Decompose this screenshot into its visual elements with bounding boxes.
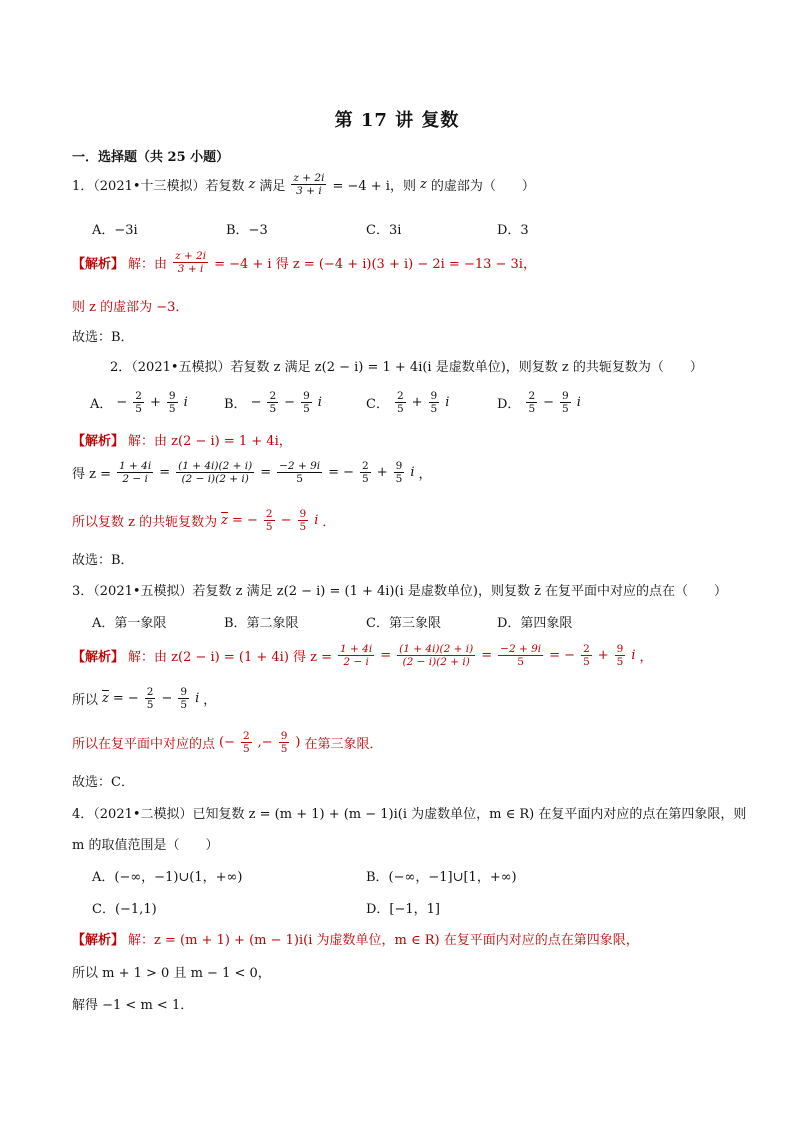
- q2-sol-f3-den: 5: [296, 473, 303, 486]
- q1-answer: 故选：B．: [72, 330, 134, 345]
- q2-d-letter: D．: [497, 397, 521, 413]
- q3-sol-f1-den: 2 − i: [343, 656, 369, 669]
- question-4-line2: m 的取值范围是（ ）: [72, 838, 219, 853]
- q3-solution-line2: 所以 $\overline{z}$ = − $\frac{2}{5}$ − $\frac{9}{5}$ i ，: [72, 686, 217, 712]
- q2-solution-line3: 所以复数 z 的共轭复数为 $\overline{z}$ = − $\frac{2}{5}$ − $\frac{9}{5}$ i ．: [72, 508, 336, 534]
- q2-option-a: A． − $\frac{2}{5}$ + $\frac{9}{5}$ i: [90, 390, 188, 416]
- page-title: 第 17 讲 复数: [334, 110, 460, 131]
- q1-prefix: 1．（2021•十三模拟）若复数: [72, 179, 245, 195]
- q1-var2: z: [419, 177, 427, 193]
- q2-a-f2-den: 5: [168, 403, 176, 416]
- q3-sol-l2-fb-num: 9: [180, 686, 188, 698]
- q2-sol-f2-num: (1 + 4i)(2 + i): [178, 460, 253, 472]
- q4-option-d: D．[−1，1]: [366, 902, 441, 917]
- q3-sol-l3-fa-num: 2: [242, 730, 250, 742]
- q3-sol-l2-fb-den: 5: [180, 699, 188, 712]
- q2-a-sign: −: [116, 395, 128, 411]
- q2-a-op: +: [149, 395, 161, 411]
- q1-solution-tag: 【解析】: [72, 257, 125, 273]
- q2-b-op: −: [284, 395, 296, 411]
- q1-sol-frac-den: 3 + i: [177, 263, 204, 276]
- question-1: [72, 172, 535, 197]
- q2-sol-l3a: 所以复数 z 的共轭复数为: [72, 515, 218, 531]
- q3-sol-f4-num: 2: [583, 643, 590, 655]
- q3-sol-l2-fa-den: 5: [146, 699, 154, 712]
- q3-option-c: C．第三象限: [366, 616, 441, 631]
- q3-sol-f2-num: (1 + 4i)(2 + i): [399, 643, 474, 655]
- q3-solution-line3: 所以在复平面中对应的点 (− $\frac{2}{5}$ ,− $\frac{9}{5}$ ) 在第三象限．: [72, 730, 383, 756]
- q1-sol-frac-num: z + 2i: [175, 250, 207, 262]
- q1-tail: 的虚部为（ ）: [430, 179, 535, 195]
- q1-frac-num: z + 2i: [293, 172, 325, 184]
- q2-sol-f3-num: −2 + 9i: [279, 460, 321, 472]
- q2-a-f1-num: 2: [135, 390, 142, 402]
- q2-a-f1-den: 5: [135, 403, 142, 416]
- q1-option-a: A．−3i: [92, 223, 138, 238]
- q2-c-f1-num: 2: [396, 390, 404, 402]
- q2-c-f2-num: 9: [430, 390, 438, 402]
- q3-sol-f1-num: 1 + 4i: [340, 643, 373, 655]
- q2-sol-l2a: 得 z =: [72, 467, 112, 483]
- q1-fraction: [291, 172, 326, 197]
- q4-solution-tag: 【解析】: [72, 933, 125, 948]
- q2-solution-line2: 得 z = $\frac{1 + 4i}{2 - i}$ = $\frac{(1 + 4i)(2 + i)}{(2 - i)(2 + i)}$ = $\frac{-2 + 9i}{5}$ = − $\frac{2}{5}$ + $\frac{9}{5}$ i ，: [72, 460, 432, 486]
- q1-option-d: D．3: [497, 223, 529, 238]
- q2-a-letter: A．: [90, 397, 113, 413]
- q3-option-a: A．第一象限: [92, 616, 167, 631]
- q3-sol-f2-den: (2 − i)(2 + i): [402, 656, 470, 669]
- q2-b-letter: B．: [224, 397, 247, 413]
- q2-sol-f5-den: 5: [395, 473, 403, 486]
- question-3: 3．（2021•五模拟）若复数 z 满足 z(2 − i) = (1 + 4i)(i 是虚数单位)，则复数 z̄ 在复平面中对应的点在（ ）: [72, 584, 728, 599]
- question-4-line1: 4．（2021•二模拟）已知复数 z = (m + 1) + (m − 1)i(i 为虚数单位，m ∈ R) 在复平面内对应的点在第四象限，则: [72, 807, 747, 822]
- q2-sol-l3-fa-num: 2: [265, 508, 273, 520]
- q3-sol-l3a: 所以在复平面中对应的点: [72, 737, 216, 753]
- q3-sol-l3-fa-den: 5: [242, 743, 250, 756]
- q2-d-f1-den: 5: [528, 403, 536, 416]
- q2-sol-f2-den: (2 − i)(2 + i): [181, 473, 249, 486]
- q2-solution-line1: [72, 430, 292, 449]
- q3-solution-line1: 【解析】 解：由 z(2 − i) = (1 + 4i) 得 z = $\frac{1 + 4i}{2 - i}$ = $\frac{(1 + 4i)(2 + i)}{(2 - i)(2 + i)}$ = $\frac{-2 + 9i}{5}$ = − $\frac{2}{5}$ + $\frac{9}{5}$ i ，: [72, 643, 653, 669]
- q2-d-f1-num: 2: [528, 390, 536, 402]
- q2-solution-tag: 【解析】: [72, 434, 125, 449]
- q3-option-b: B．第二象限: [224, 616, 299, 631]
- q1-option-b: B．−3: [226, 223, 268, 238]
- section-header: 一．选择题（共 25 小题）: [72, 150, 230, 165]
- q1-sol-fraction: [173, 250, 208, 275]
- q2-answer: 故选：B．: [72, 553, 134, 568]
- q2-sol-f1-num: 1 + 4i: [119, 460, 152, 472]
- q2-b-f1-den: 5: [269, 403, 277, 416]
- q1-rest: = −4 + i，则: [332, 179, 416, 195]
- q3-sol-l2-fa-num: 2: [146, 686, 154, 698]
- q2-sol-l3-fb-num: 9: [299, 508, 307, 520]
- q4-sol-l1: 解：z = (m + 1) + (m − 1)i(i 为虚数单位，m ∈ R) 在复平面内对应的点在第四象限，: [128, 933, 639, 948]
- q3-answer: 故选：C．: [72, 775, 134, 790]
- q2-sol-l3-fa-den: 5: [265, 521, 273, 534]
- q2-c-letter: C．: [366, 397, 389, 413]
- q2-b-f2-den: 5: [303, 403, 310, 416]
- q2-sol-l1: 解：由 z(2 − i) = 1 + 4i，: [128, 434, 292, 449]
- q4-option-a: A．(−∞，−1)∪(1，+∞): [92, 870, 243, 885]
- q2-sol-f1-den: 2 − i: [122, 473, 148, 486]
- q2-sol-f4-num: 2: [362, 460, 369, 472]
- q1-var: z: [248, 177, 256, 193]
- q3-solution-tag: 【解析】: [72, 650, 125, 666]
- q2-d-f2-den: 5: [562, 403, 569, 416]
- q3-sol-l3-fb-num: 9: [280, 730, 288, 742]
- q1-solution-line1: [72, 250, 536, 275]
- q2-d-f2-num: 9: [562, 390, 569, 402]
- q1-sol-l1a: 解：由: [128, 257, 168, 273]
- q2-b-sign: −: [250, 395, 262, 411]
- q2-c-op: +: [411, 395, 423, 411]
- q2-b-f2-num: 9: [303, 390, 310, 402]
- q3-sol-f4-den: 5: [583, 656, 590, 669]
- q1-sol-line2: 则 z 的虚部为 −3．: [72, 300, 189, 315]
- q3-sol-l1a: 解：由 z(2 − i) = (1 + 4i) 得 z =: [128, 650, 333, 666]
- q4-solution-line1: [72, 929, 639, 948]
- q3-sol-l2a: 所以: [72, 693, 99, 709]
- q3-sol-f5-num: 9: [616, 643, 624, 655]
- q2-c-f2-den: 5: [430, 403, 438, 416]
- q3-sol-f3-den: 5: [517, 656, 524, 669]
- q4-option-c: C．(−1,1): [92, 902, 157, 917]
- question-2: 2．（2021•五模拟）若复数 z 满足 z(2 − i) = 1 + 4i(i 是虚数单位)，则复数 z 的共轭复数为（ ）: [110, 360, 703, 375]
- q4-option-b: B．(−∞，−1]∪[1，+∞): [366, 870, 517, 885]
- q2-sol-f5-num: 9: [395, 460, 403, 472]
- q4-sol-line2: 所以 m + 1 > 0 且 m − 1 < 0，: [72, 966, 271, 981]
- q3-sol-f3-num: −2 + 9i: [500, 643, 542, 655]
- q4-sol-line3: 解得 −1 < m < 1．: [72, 998, 194, 1013]
- q2-sol-l3-fb-den: 5: [299, 521, 307, 534]
- q2-a-f2-num: 9: [168, 390, 176, 402]
- q1-frac-den: 3 + i: [296, 185, 322, 198]
- q2-option-c: C． $\frac{2}{5}$ + $\frac{9}{5}$ i: [366, 390, 450, 416]
- q2-option-d: D． $\frac{2}{5}$ − $\frac{9}{5}$ i: [497, 390, 581, 416]
- q2-sol-f4-den: 5: [362, 473, 369, 486]
- q1-sol-l1b: = −4 + i 得 z = (−4 + i)(3 + i) − 2i = −13 − 3i，: [214, 257, 536, 273]
- q2-b-f1-num: 2: [269, 390, 277, 402]
- q3-option-d: D．第四象限: [497, 616, 573, 631]
- q2-option-b: B． − $\frac{2}{5}$ − $\frac{9}{5}$ i: [224, 390, 322, 416]
- q3-sol-l3b: 在第三象限．: [304, 737, 383, 753]
- q1-mid: 满足: [259, 179, 286, 195]
- q3-sol-f5-den: 5: [616, 656, 624, 669]
- q2-c-f1-den: 5: [396, 403, 404, 416]
- q3-sol-l3-fb-den: 5: [280, 743, 288, 756]
- q2-d-op: −: [543, 395, 555, 411]
- q1-option-c: C．3i: [366, 223, 402, 238]
